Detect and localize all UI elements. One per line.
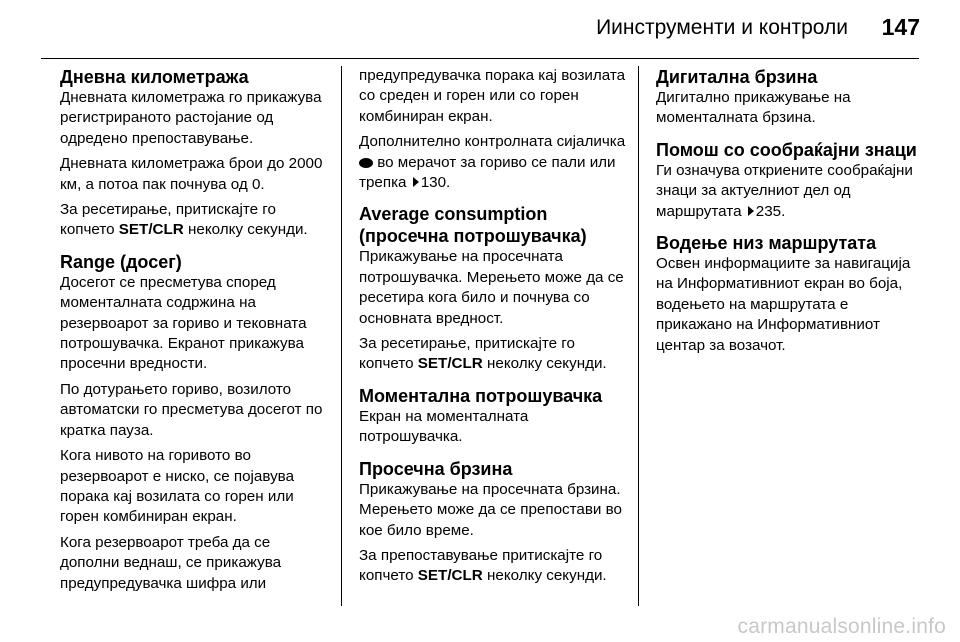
range-heading: Range (досег) [60, 251, 182, 272]
range-continued-text-1: предупредувачка порака кај возилата со среден и горен или со горен комбиниран екран. [359, 67, 626, 125]
page-reference[interactable]: 130. [420, 174, 451, 192]
average-speed-text-2 [359, 546, 631, 587]
section-daily-odometer [60, 66, 332, 241]
average-consumption-heading: Average consumption (просечна потрошувачка) [359, 204, 587, 247]
warning-lamp-suffix: во мерачот за гориво се пали или трепка [359, 153, 616, 192]
set-clr-label: SET/CLR [417, 355, 483, 373]
digital-speed-text: Дигитално прикажување на моменталната брзина. [656, 89, 851, 127]
column-separator-2 [638, 66, 639, 606]
section-route-guidance [656, 232, 928, 356]
range-text-4: Кога резервоарот треба да се дополни веднаш, се прикажува предупредувачка шифра или [60, 533, 282, 592]
header-rule [41, 58, 919, 59]
route-guidance-text: Освен информациите за навигација на Информативниот екран во боја, водењето на маршрутата е прикажано на Информативниот центар за возачот. [656, 255, 911, 354]
section-average-consumption [359, 203, 631, 374]
avg-reset-suffix: неколку секунди. [482, 355, 607, 373]
section-average-speed [359, 458, 631, 587]
header-title: Иинструменти и контроли [596, 16, 848, 39]
column-2 [359, 66, 631, 597]
column-1 [60, 66, 332, 604]
daily-odometer-text-3 [60, 200, 332, 241]
page-reference-arrow-icon [413, 177, 419, 187]
route-guidance-heading: Водење низ маршрутата [656, 233, 877, 254]
daily-odometer-heading: Дневна километража [60, 67, 249, 87]
watermark: carmanualsonline.info [737, 615, 946, 638]
range-text-1: Досегот се пресметува според моменталната содржина на резервоарот за гориво и тековната потрошувачка. Екранот прикажува просечни вредности. [60, 273, 307, 373]
page-reference[interactable]: 235. [755, 202, 786, 220]
daily-reset-text: За ресетирање, притискајте го копчето [60, 201, 276, 239]
daily-odometer-text-1: Дневната километража го прикажува регистрираното растојание од одредено препоставување. [60, 89, 322, 147]
column-3 [656, 66, 928, 366]
set-clr-label: SET/CLR [118, 221, 184, 239]
traffic-signs-heading: Помош со сообраќајни знаци [656, 139, 917, 160]
section-traffic-signs [656, 139, 928, 222]
column-separator-1 [341, 66, 342, 606]
range-text-2: По дотурањето гориво, возилото автоматски го пресметува досегот по кратка пауза. [60, 380, 323, 439]
speed-reset-text: За препоставување притискајте го копчето [359, 546, 603, 585]
daily-reset-suffix: неколку секунди. [183, 221, 308, 239]
range-text-3: Кога нивото на горивото во резервоарот е ниско, се појавува порака кај возилата со горен или горен комбиниран екран. [60, 447, 295, 526]
range-continued-text-2 [359, 132, 631, 193]
daily-odometer-text-2: Дневната километража брои до 2000 км, а потоа пак почнува од 0. [60, 155, 323, 193]
digital-speed-heading: Дигитална брзина [656, 67, 818, 87]
average-speed-heading: Просечна брзина [359, 458, 513, 479]
set-clr-label: SET/CLR [417, 567, 483, 585]
avg-reset-text: За ресетирање, притискајте го копчето [359, 335, 575, 373]
instant-consumption-heading: Моментална потрошувачка [359, 385, 603, 406]
traffic-signs-text [656, 161, 928, 222]
page-number: 147 [881, 14, 920, 40]
average-consumption-text-1: Прикажување на просечната потрошувачка. Мерењето може да се ресетира кога било и почнува со основната вредност. [359, 248, 624, 327]
average-consumption-text-2 [359, 334, 631, 375]
speed-reset-suffix: неколку секунди. [482, 567, 607, 585]
traffic-signs-body: Ги означува откриените сообраќајни знаци за актуелниот дел од маршрутата [656, 161, 913, 220]
warning-lamp-text: Дополнително контролната сијаличка [359, 133, 626, 151]
instant-consumption-text: Екран на моменталната потрошувачка. [359, 407, 529, 446]
average-speed-text-1: Прикажување на просечната брзина. Мерењето може да се препостави во кое било време. [359, 480, 622, 539]
section-digital-speed [656, 66, 928, 129]
section-instant-consumption [359, 385, 631, 448]
page-reference-arrow-icon [748, 206, 754, 216]
fuel-warning-lamp-icon [359, 158, 373, 168]
section-range [60, 251, 332, 594]
section-range-continued [359, 66, 631, 193]
